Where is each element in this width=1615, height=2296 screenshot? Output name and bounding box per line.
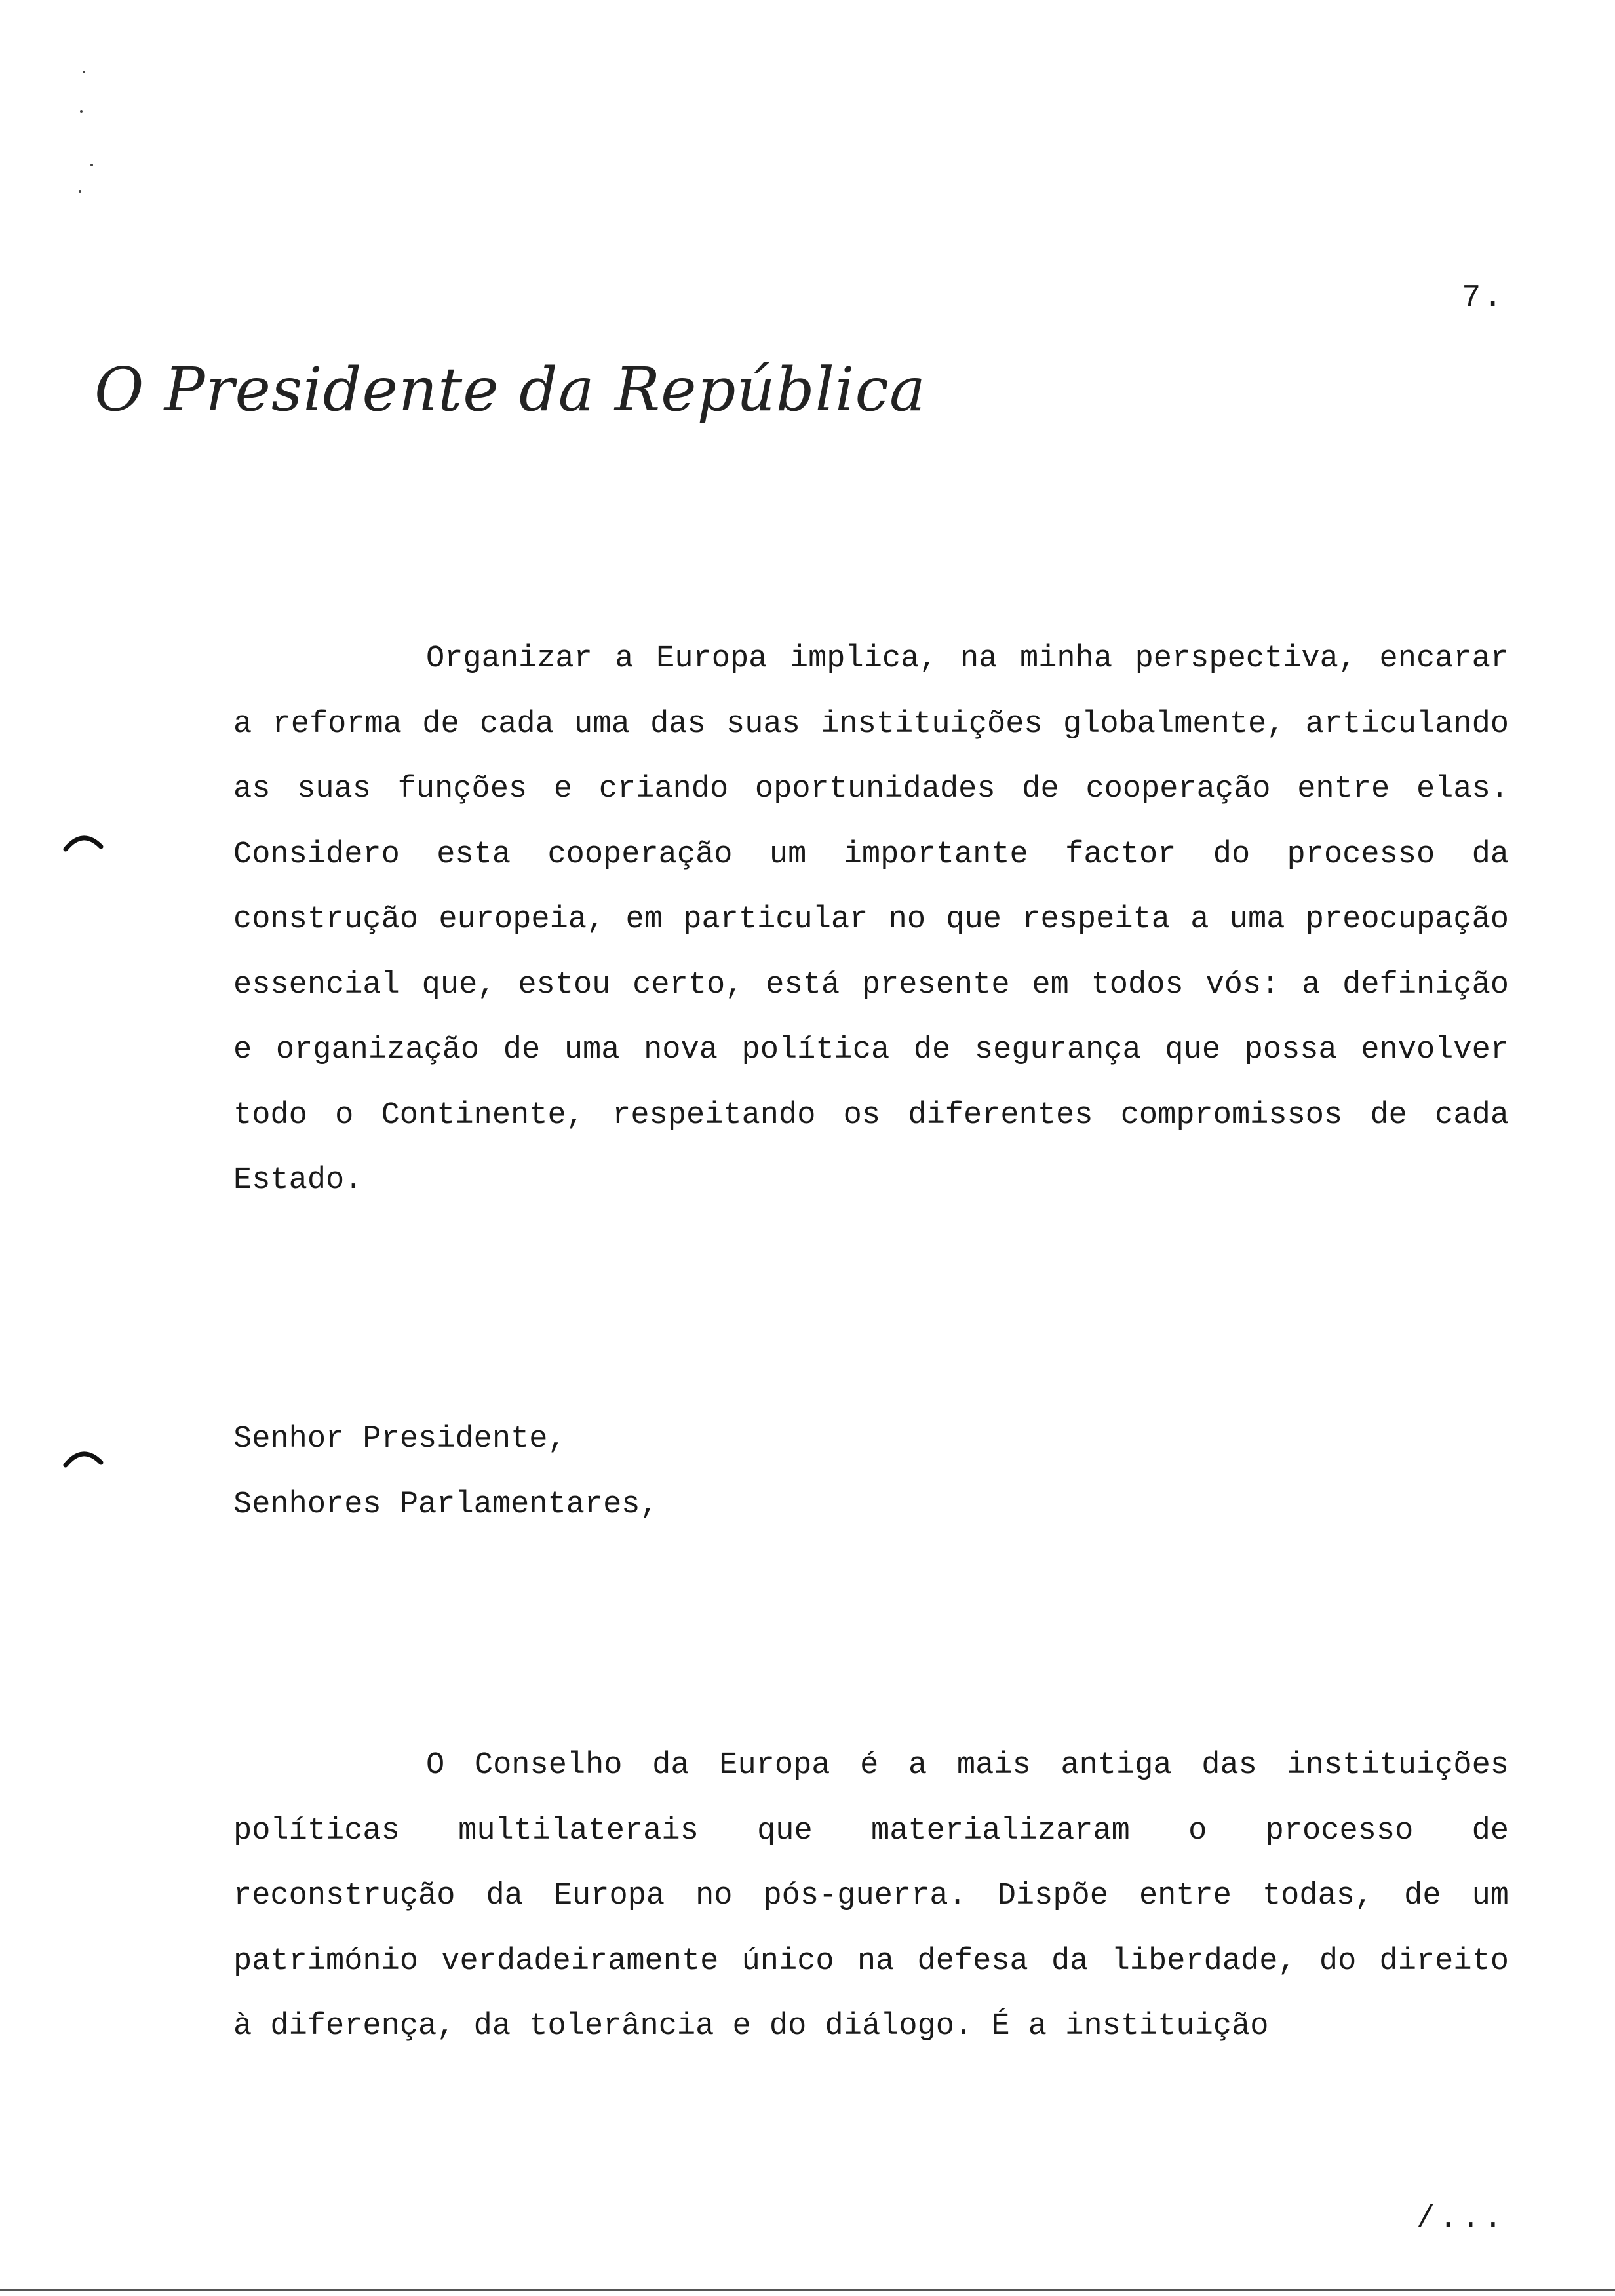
scan-speck [79,190,81,193]
page-number: 7. [1462,280,1505,316]
greeting-line-1: Senhor Presidente, [233,1422,566,1457]
paragraph-1 [233,626,1509,1214]
letterhead [90,347,926,432]
paragraph-2 [233,1733,1509,2059]
punch-hole-mark [63,1443,105,1469]
scan-speck [90,164,93,166]
scan-speck [80,110,83,113]
letterhead-script [90,347,926,432]
punch-hole-mark [63,827,105,853]
paragraph-1-text: Organizar a Europa implica, na minha perspectiva, encarar a reforma de cada uma das suas instituições globalmente, articulando as suas funções e criando oportunidades de cooperação entre elas. Considero esta cooperação um importante factor do processo da construção europeia, em particular no que respeita a uma preocupação essencial que, estou certo, está presente em todos vós: a definição e organização de uma nova política de segurança que possa envolver todo o Continente, respeitando os diferentes compromissos de cada Estado. [233,641,1509,1198]
continuation-mark: /... [1416,2202,1506,2236]
scan-speck [83,71,85,73]
greeting-line-2: Senhores Parlamentares, [233,1487,659,1522]
greeting [233,1407,659,1537]
letterhead-text: O Presidente da República [94,354,926,425]
bottom-edge-line [0,2289,1615,2291]
paragraph-2-text: O Conselho da Europa é a mais antiga das instituições políticas multilaterais que materializaram o processo de reconstrução da Europa no pós-guerra. Dispõe entre todas, de um património verdadeiramente único na defesa da liberdade, do direito à diferença, da tolerância e do diálogo. É a instituição [233,1748,1509,2044]
